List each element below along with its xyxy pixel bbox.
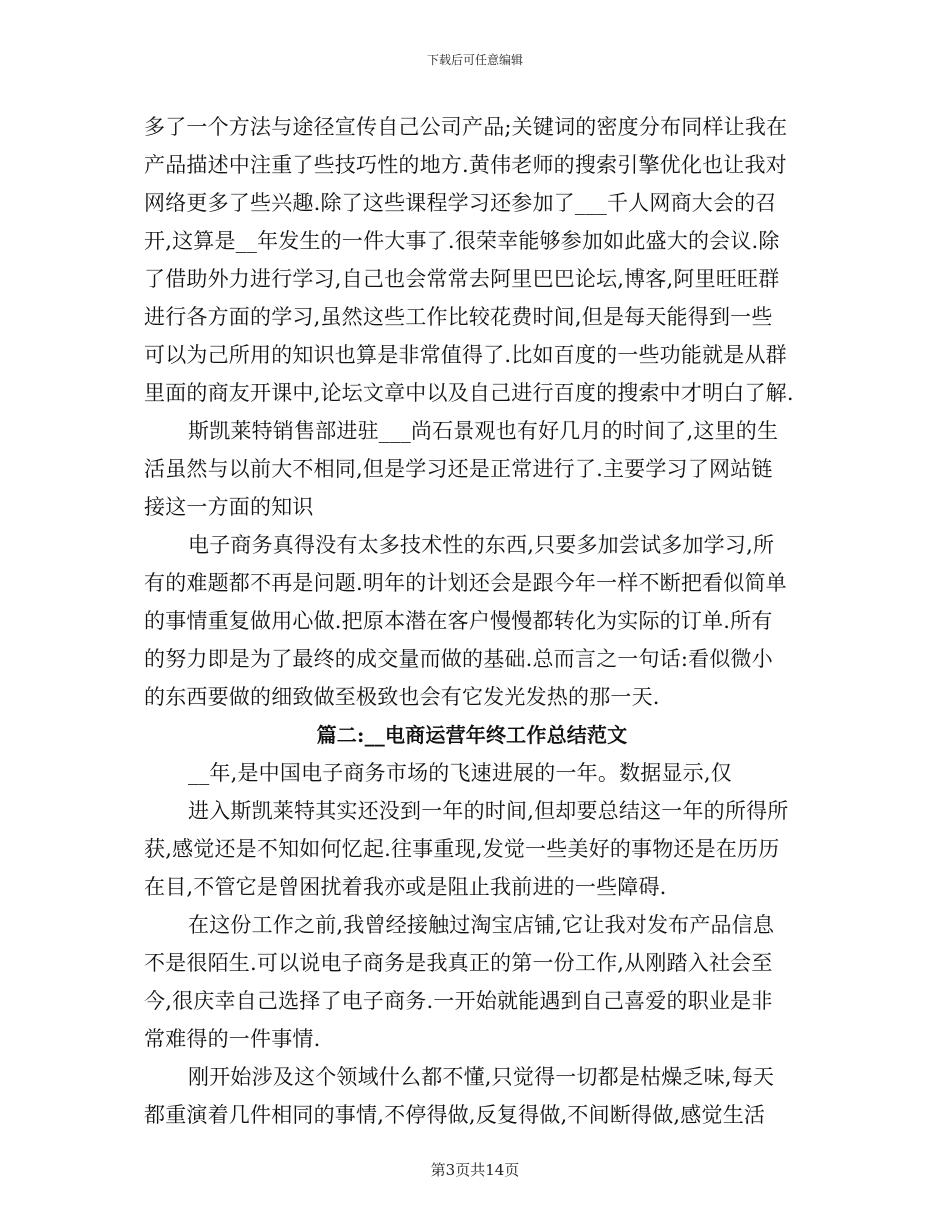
body-line: 多了一个方法与途径宣传自己公司产品;关键词的密度分布同样让我在 <box>144 115 788 139</box>
paragraph-start-line: 进入斯凯莱特其实还没到一年的时间,但却要总结这一年的所得所 <box>188 799 789 823</box>
body-line: 进行各方面的学习,虽然这些工作比较花费时间,但是每天能得到一些 <box>144 305 773 329</box>
page-header: 下载后可任意编辑 <box>426 53 523 67</box>
body-line: 接这一方面的知识 <box>144 495 314 519</box>
body-line: 的东西要做的细致做至极致也会有它发光发热的那一天. <box>144 685 660 709</box>
paragraph-start-line: 斯凯莱特销售部进驻___尚石景观也有好几月的时间了,这里的生 <box>188 419 779 443</box>
body-line: 活虽然与以前大不相同,但是学习还是正常进行了.主要学习了网站链 <box>144 457 773 481</box>
body-line: 了借助外力进行学习,自己也会常常去阿里巴巴论坛,博客,阿里旺旺群 <box>144 267 780 291</box>
body-line: 里面的商友开课中,论坛文章中以及自己进行百度的搜索中才明白了解. <box>144 381 794 405</box>
paragraph-start-line: 在这份工作之前,我曾经接触过淘宝店铺,它让我对发布产品信息 <box>188 913 775 937</box>
section-heading: 篇二:__电商运营年终工作总结范文 <box>316 723 628 747</box>
body-line: 网络更多了些兴趣.除了这些课程学习还参加了___千人网商大会的召 <box>144 191 777 215</box>
body-line: 的努力即是为了最终的成交量而做的基础.总而言之一句话:看似微小 <box>144 647 773 671</box>
body-line: 获,感觉还是不知如何忆起.往事重现,发觉一些美好的事物还是在历历 <box>144 837 780 861</box>
body-line: 常难得的一件事情. <box>144 1027 321 1051</box>
page-number: 第3页共14页 <box>430 1161 520 1179</box>
paragraph-start-line: 刚开始涉及这个领域什么都不懂,只觉得一切都是枯燥乏味,每天 <box>188 1065 775 1089</box>
body-line: 有的难题都不再是问题.明年的计划还会是跟今年一样不断把看似简单 <box>144 571 787 595</box>
body-line: 都重演着几件相同的事情,不停得做,反复得做,不间断得做,感觉生活 <box>144 1103 766 1127</box>
body-line: 今,很庆幸自己选择了电子商务.一开始就能遇到自己喜爱的职业是非 <box>144 989 773 1013</box>
body-line: 可以为己所用的知识也算是非常值得了.比如百度的一些功能就是从群 <box>144 343 787 367</box>
body-line: 在目,不管它是曾困扰着我亦或是阻止我前进的一些障碍. <box>144 875 667 899</box>
document-body <box>144 108 812 1134</box>
body-line: 不是很陌生.可以说电子商务是我真正的第一份工作,从刚踏入社会至 <box>144 951 773 975</box>
body-line: 的事情重复做用心做.把原本潜在客户慢慢都转化为实际的订单.所有 <box>144 609 773 633</box>
paragraph-start-line: 电子商务真得没有太多技术性的东西,只要多加尝试多加学习,所 <box>188 533 775 557</box>
body-line: 产品描述中注重了些技巧性的地方.黄伟老师的搜索引擎优化也让我对 <box>144 153 787 177</box>
paragraph-start-line: __年,是中国电子商务市场的飞速进展的一年。数据显示,仅 <box>188 761 732 785</box>
body-line: 开,这算是__年发生的一件大事了.很荣幸能够参加如此盛大的会议.除 <box>144 229 780 253</box>
